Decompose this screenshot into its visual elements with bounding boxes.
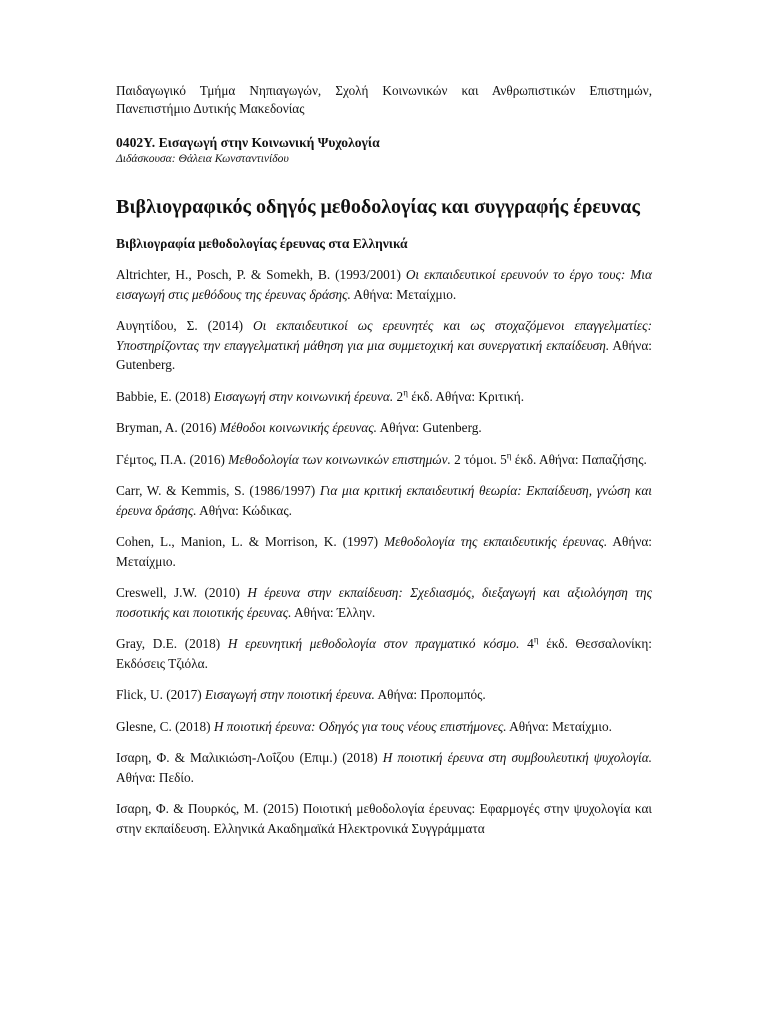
reference-edition: 2	[393, 388, 404, 404]
reference-publisher: Αθήνα: Gutenberg.	[116, 337, 652, 372]
reference-item	[116, 532, 652, 571]
reference-publisher: Αθήνα: Έλλην.	[291, 604, 376, 620]
reference-publisher: έκδ. Θεσσαλονίκη: Εκδόσεις Τζιόλα.	[116, 636, 652, 671]
reference-title: Η έρευνα στην εκπαίδευση: Σχεδιασμός, διεξαγωγή και αξιολόγηση της ποσοτικής και ποιοτικής έρευνας.	[116, 585, 653, 620]
reference-publisher: Αθήνα: Μεταίχμιο.	[116, 534, 652, 569]
reference-authors: Ισαρη, Φ. & Μαλικιώση-Λοΐζου (Επιμ.) (2018)	[116, 750, 383, 765]
reference-authors: Glesne, C. (2018)	[116, 718, 214, 734]
reference-edition: 4	[519, 636, 534, 651]
reference-title: Η ποιοτική έρευνα στη συμβουλευτική ψυχολογία.	[382, 750, 652, 765]
edition-superscript: η	[403, 387, 408, 398]
lecturer-name: Διδάσκουσα: Θάλεια Κωνσταντινίδου	[116, 152, 289, 165]
reference-authors: Ισαρη, Φ. & Πουρκός, Μ. (2015) Ποιοτική μεθοδολογία έρευνας: Εφαρμογές στην ψυχολογία και στην εκπαίδευση. Ελληνικά Ακαδημαϊκά Ηλεκτρονικά Συγγράμματα	[116, 801, 652, 836]
reference-item	[116, 748, 652, 787]
reference-authors: Babbie, E. (2018)	[116, 388, 214, 404]
reference-authors: Creswell, J.W. (2010)	[116, 585, 248, 600]
reference-item	[116, 418, 652, 438]
reference-publisher: Αθήνα: Κώδικας.	[196, 502, 292, 518]
reference-authors: Γέμτος, Π.Α. (2016)	[116, 451, 229, 467]
reference-title: Μεθοδολογία της εκπαιδευτικής έρευνας.	[384, 534, 608, 549]
reference-edition: 2 τόμοι. 5	[450, 451, 507, 467]
reference-publisher: Αθήνα: Gutenberg.	[377, 420, 482, 435]
reference-item	[116, 387, 652, 407]
reference-authors: Bryman, A. (2016)	[116, 420, 220, 435]
edition-superscript: η	[533, 634, 539, 645]
reference-publisher: Αθήνα: Προπομπός.	[374, 687, 486, 702]
reference-publisher: Αθήνα: Μεταίχμιο.	[350, 286, 457, 302]
reference-item	[116, 799, 652, 838]
reference-publisher: έκδ. Αθήνα: Κριτική.	[407, 388, 525, 404]
course-title: 0402Υ. Εισαγωγή στην Κοινωνική Ψυχολογία	[116, 135, 380, 150]
reference-item	[116, 265, 652, 304]
reference-title: Μέθοδοι κοινωνικής έρευνας.	[219, 420, 378, 435]
reference-title: Οι εκπαιδευτικοί ως ερευνητές και ως στοχαζόμενοι επαγγελματίες: Υποστηρίζοντας την επαγγελματική μάθηση για μια συμμετοχική και συνεργατική εκπαίδευση.	[116, 318, 652, 353]
reference-title: Εισαγωγή στην κοινωνική έρευνα.	[213, 388, 394, 404]
reference-title: Εισαγωγή στην ποιοτική έρευνα.	[205, 687, 375, 702]
reference-title: Η ποιοτική έρευνα: Οδηγός για τους νέους επιστήμονες.	[213, 718, 507, 734]
document-title: Βιβλιογραφικός οδηγός μεθοδολογίας και συγγραφής έρευνας	[116, 196, 640, 218]
reference-publisher: Αθήνα: Πεδίο.	[116, 769, 194, 785]
section-title: Βιβλιογραφία μεθοδολογίας έρευνας στα Ελληνικά	[116, 236, 408, 251]
reference-authors: Carr, W. & Kemmis, S. (1986/1997)	[116, 483, 320, 498]
reference-item	[116, 717, 652, 737]
reference-authors: Flick, U. (2017)	[116, 687, 206, 702]
reference-item	[116, 481, 652, 520]
reference-item	[116, 634, 652, 673]
institution-header: Παιδαγωγικό Τμήμα Νηπιαγωγών, Σχολή Κοινωνικών και Ανθρωπιστικών Επιστημών, Πανεπιστήμιο Δυτικής Μακεδονίας	[116, 83, 652, 116]
reference-list	[116, 265, 652, 838]
reference-authors: Cohen, L., Manion, L. & Morrison, K. (1997)	[116, 534, 385, 549]
reference-title: Για μια κριτική εκπαιδευτική θεωρία: Εκπαίδευση, γνώση και έρευνα δράσης.	[116, 483, 652, 518]
reference-authors: Gray, D.E. (2018)	[116, 636, 228, 651]
reference-authors: Altrichter, H., Posch, P. & Somekh, B. (1993/2001)	[116, 267, 406, 282]
reference-publisher: έκδ. Αθήνα: Παπαζήσης.	[511, 451, 647, 467]
reference-item	[116, 583, 652, 622]
reference-title: Οι εκπαιδευτικοί ερευνούν το έργο τους: Μια εισαγωγή στις μεθόδους της έρευνας δράσης.	[116, 267, 652, 302]
reference-authors: Αυγητίδου, Σ. (2014)	[116, 318, 253, 333]
reference-title: Η ερευνητική μεθοδολογία στον πραγματικό κόσμο.	[227, 636, 520, 651]
reference-item	[116, 685, 652, 705]
reference-item	[116, 450, 652, 470]
reference-item	[116, 316, 652, 375]
reference-title: Μεθοδολογία των κοινωνικών επιστημών.	[228, 451, 451, 467]
reference-publisher: Αθήνα: Μεταίχμιο.	[506, 718, 612, 734]
edition-superscript: η	[506, 450, 512, 461]
